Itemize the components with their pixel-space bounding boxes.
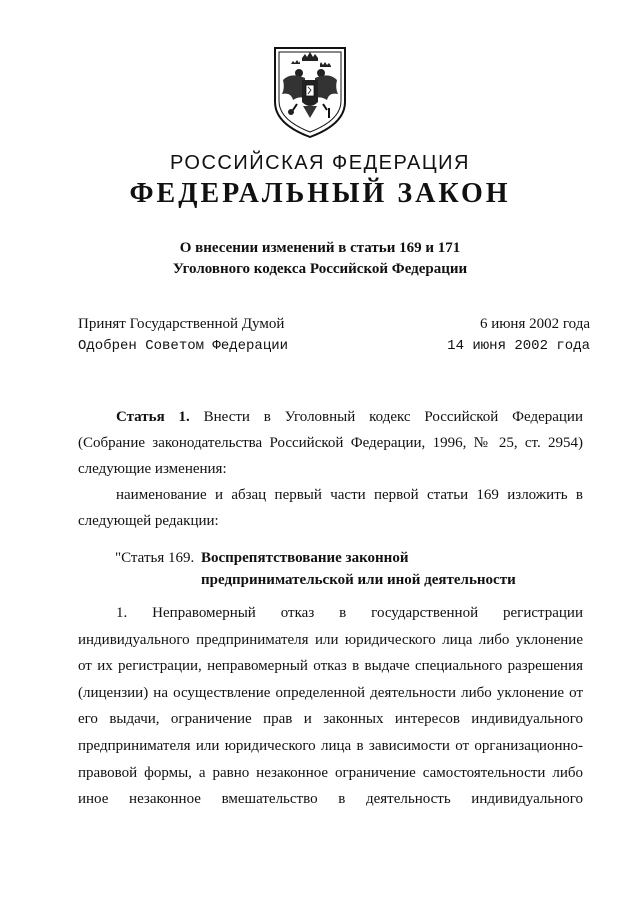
adoption-dates <box>447 313 590 357</box>
article-1-text: Внести в Уголовный кодекс Российской Федерации (Собрание законодательства Российской Федерации, 1996, № 25, ст. 2954) следующие изменения: <box>78 409 583 477</box>
council-approval-date: 14 июня 2002 года <box>447 338 590 354</box>
duma-adoption-label: Принят Государственной Думой <box>78 316 285 332</box>
article-1-paragraph <box>78 404 583 482</box>
article-169-label: "Статья 169. <box>115 550 195 566</box>
article-169-part-1-text: 1. Неправомерный отказ в государственной регистрации индивидуального предпринимателя или юридического лица либо уклонение от их регистрации, неправомерный отказ в выдаче специального разрешения (лицензии) на осуществление определенной деятельности либо уклонение от его выдачи, ограничение прав и законных интересов индивидуального предпринимателя или юридического лица в зависимости от организационно-правовой формы, а равно незаконное ограничение самостоятельности либо иное незаконное вмешательство в деятельность индивидуального <box>78 605 583 808</box>
article-1 <box>78 404 583 534</box>
country-title: РОССИЙСКАЯ ФЕДЕРАЦИЯ <box>170 152 470 174</box>
article-169-title-line2: предпринимательской или иной деятельности <box>201 572 516 588</box>
article-1-paragraph-2: наименование и абзац первый части первой статьи 169 изложить в следующей редакции: <box>78 487 583 529</box>
article-169-title-line1: Воспрепятствование законной <box>201 550 409 566</box>
duma-adoption-date: 6 июня 2002 года <box>479 316 590 332</box>
law-subject-line1: О внесении изменений в статьи 169 и 171 <box>179 240 461 256</box>
adoption-labels <box>78 313 288 357</box>
coat-of-arms-icon <box>269 44 351 140</box>
article-169-heading <box>115 547 516 591</box>
article-1-label: Статья 1. <box>116 409 190 425</box>
council-approval-label: Одобрен Советом Федерации <box>78 338 289 354</box>
law-subject-line2: Уголовного кодекса Российской Федерации <box>172 261 468 277</box>
law-type-title: ФЕДЕРАЛЬНЫЙ ЗАКОН <box>129 178 511 209</box>
law-subject <box>0 238 640 280</box>
article-169-part-1 <box>78 600 583 813</box>
